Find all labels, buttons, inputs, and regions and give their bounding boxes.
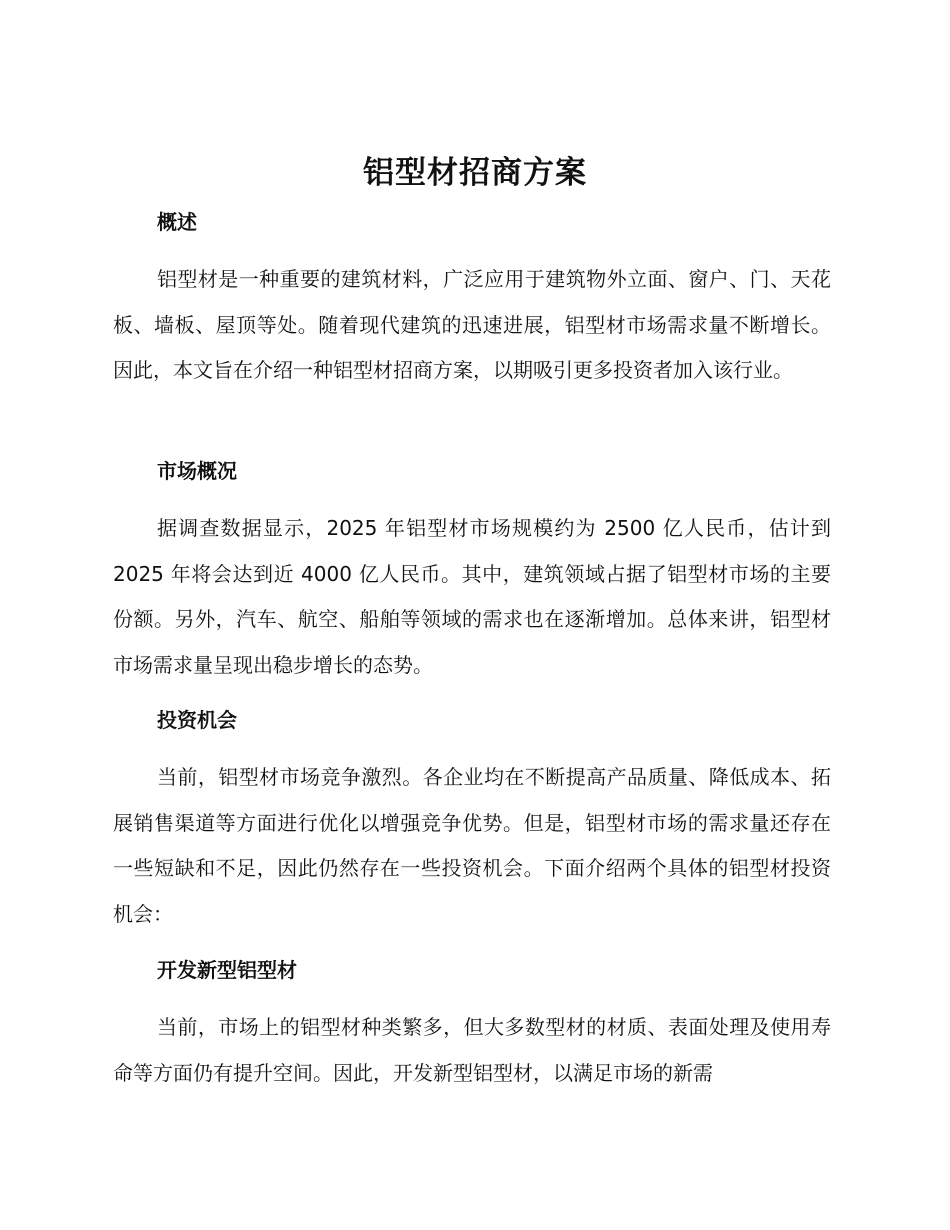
section-heading-new-product: 开发新型铝型材 xyxy=(157,958,297,982)
section-heading-overview: 概述 xyxy=(157,210,197,234)
section-heading-market: 市场概况 xyxy=(157,459,237,483)
document-title: 铝型材招商方案 xyxy=(363,155,587,191)
section-paragraph-market: 据调查数据显示，2025 年铝型材市场规模约为 2500 亿人民币，估计到 2025 年将会达到近 4000 亿人民币。其中，建筑领域占据了铝型材市场的主要份额。另外，汽车、航空、船舶等领域的需求也在逐渐增加。总体来讲，铝型材市场需求量呈现出稳步增长的态势。 xyxy=(113,516,831,677)
section-paragraph-investment: 当前，铝型材市场竞争激烈。各企业均在不断提高产品质量、降低成本、拓展销售渠道等方面进行优化以增强竞争优势。但是，铝型材市场的需求量还存在一些短缺和不足，因此仍然存在一些投资机会。下面介绍两个具体的铝型材投资机会： xyxy=(113,765,831,926)
section-paragraph-new-product: 当前，市场上的铝型材种类繁多，但大多数型材的材质、表面处理及使用寿命等方面仍有提升空间。因此，开发新型铝型材，以满足市场的新需 xyxy=(113,1015,831,1085)
section-heading-investment: 投资机会 xyxy=(157,708,237,732)
section-paragraph-overview: 铝型材是一种重要的建筑材料，广泛应用于建筑物外立面、窗户、门、天花板、墙板、屋顶等处。随着现代建筑的迅速进展，铝型材市场需求量不断增长。因此，本文旨在介绍一种铝型材招商方案，以期吸引更多投资者加入该行业。 xyxy=(113,267,831,382)
